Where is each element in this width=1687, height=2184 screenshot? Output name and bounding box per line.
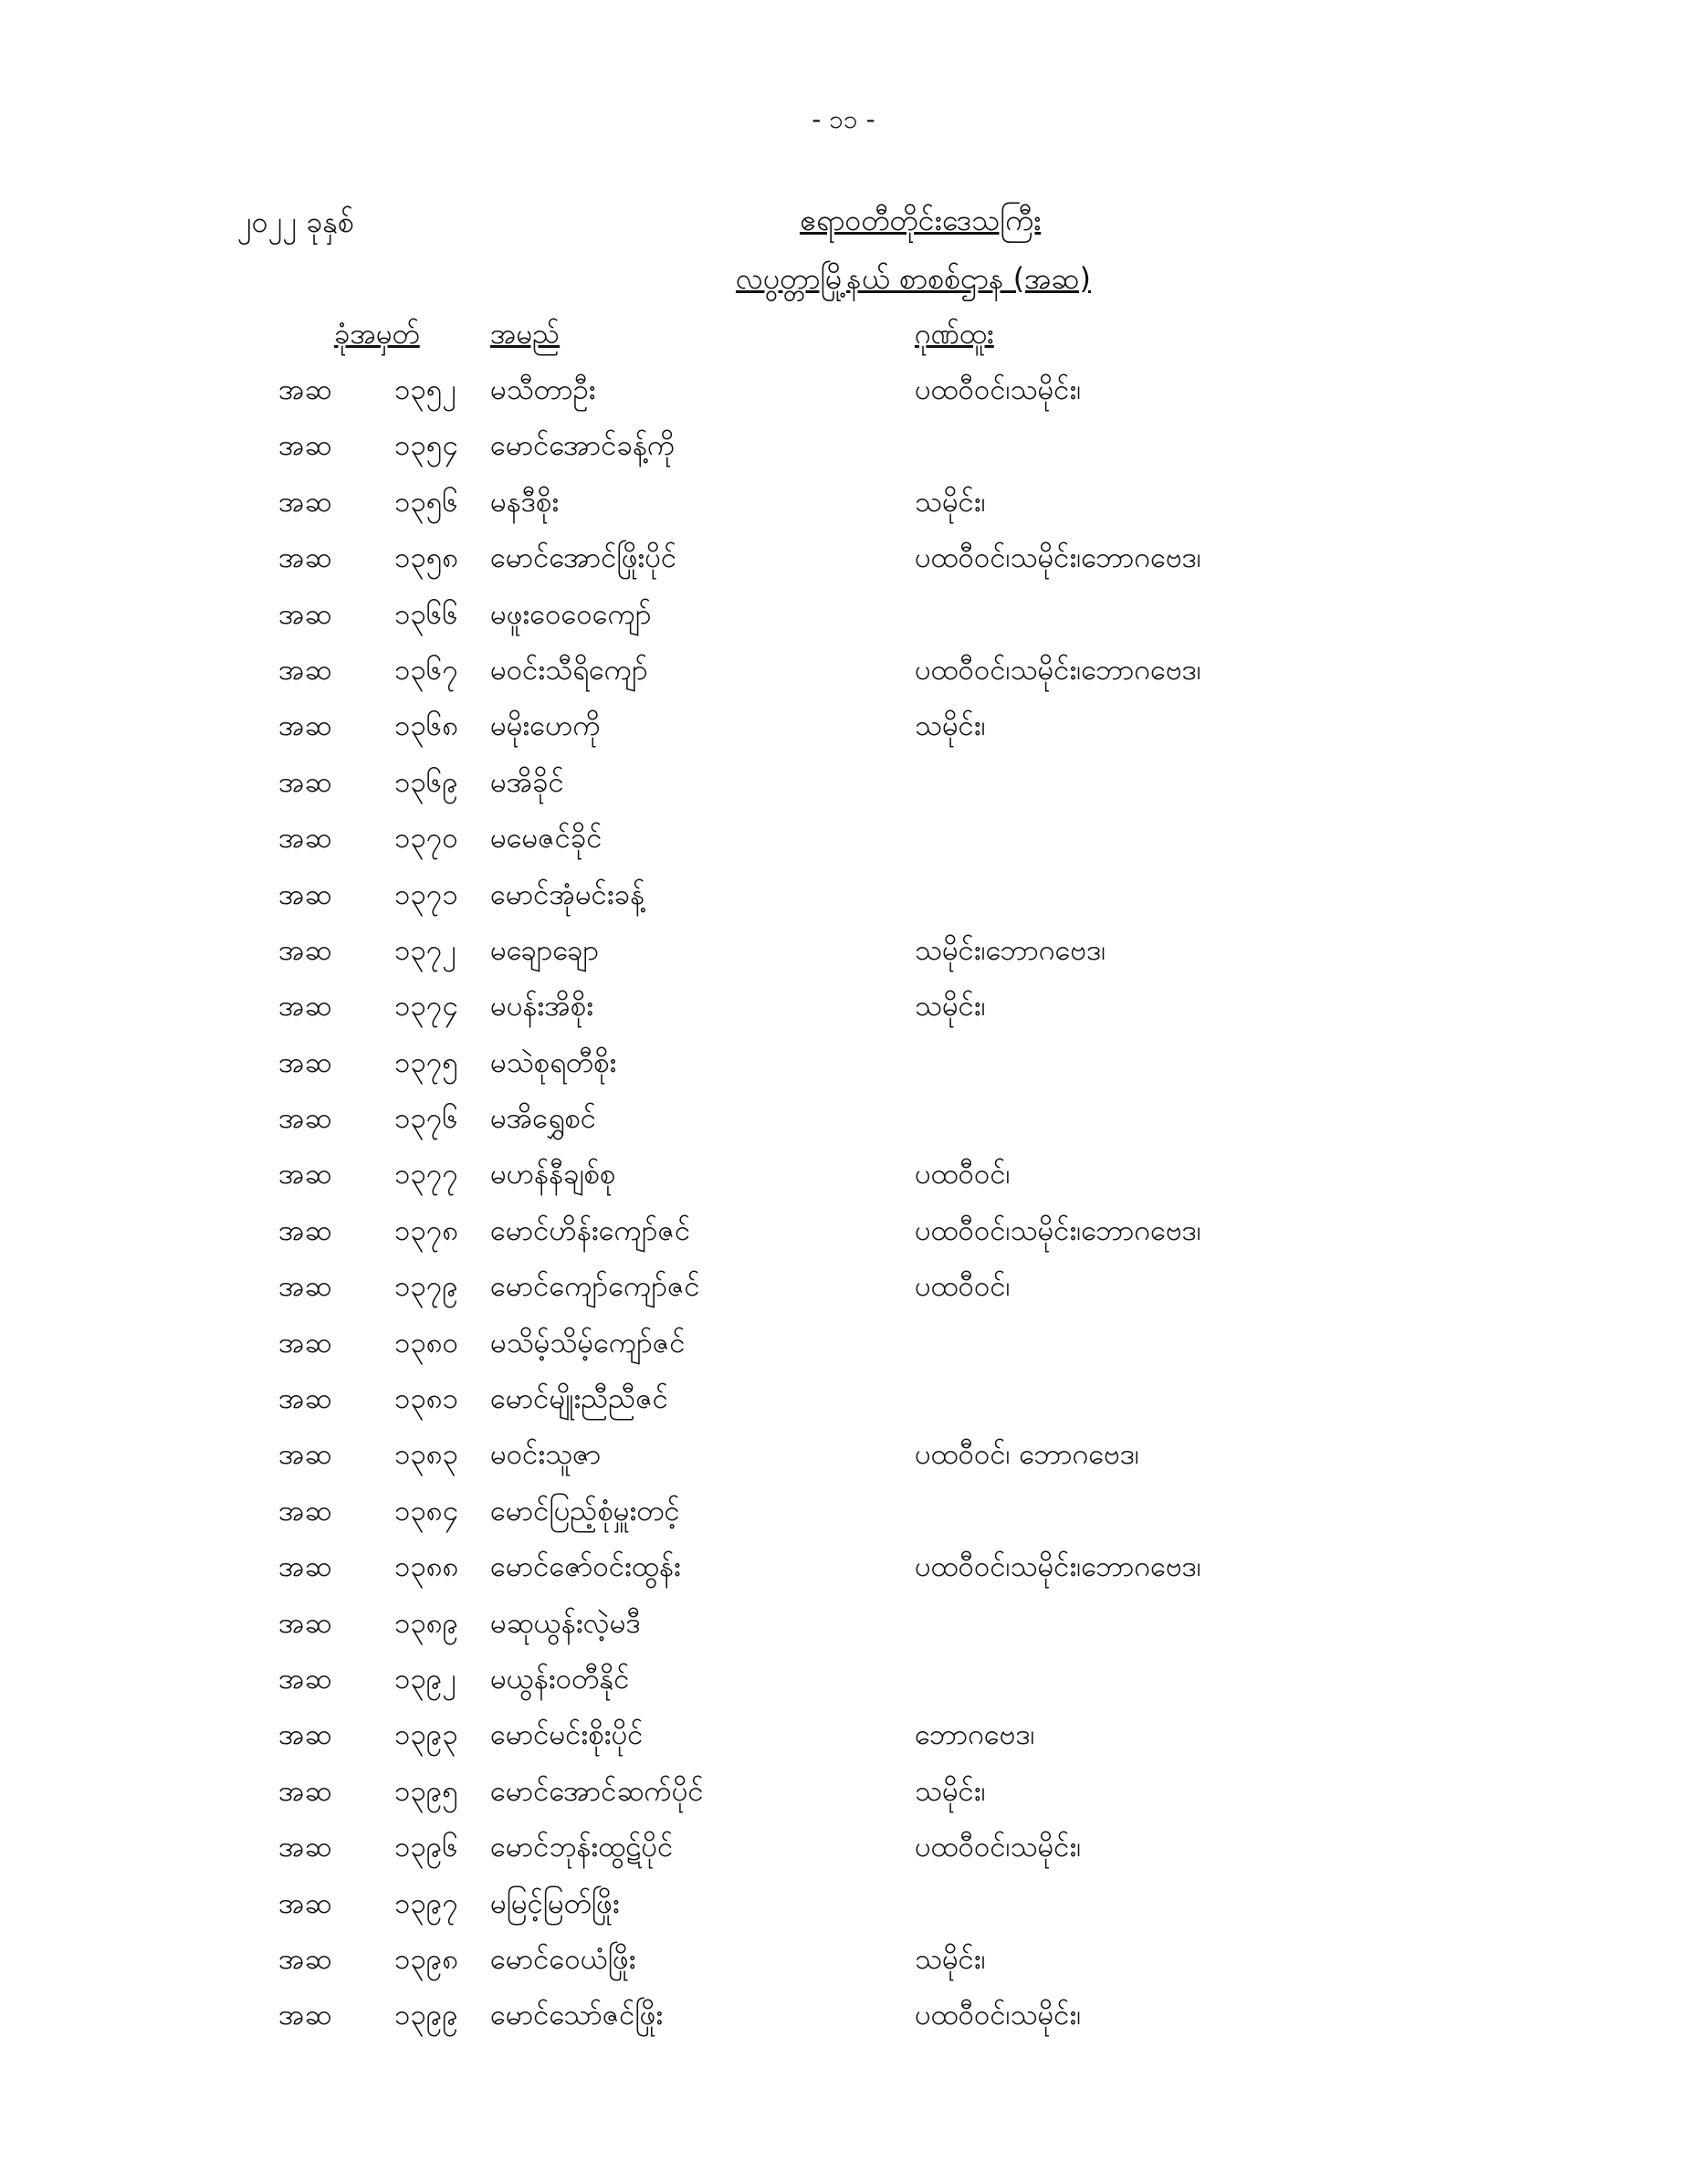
row-distinctions: သမိုင်း၊: [915, 1774, 986, 1808]
row-roll-number: ၁၃၈၄: [394, 1494, 459, 1528]
row-code: အဆ: [278, 1550, 332, 1584]
row-name: မောင်မျိုးညီညီဇင်: [490, 1382, 668, 1416]
table-row: [0, 1885, 1687, 1941]
row-code: အဆ: [278, 1382, 332, 1416]
row-code: အဆ: [278, 653, 332, 687]
row-roll-number: ၁၃၉၆: [394, 1831, 458, 1864]
row-roll-number: ၁၃၆၆: [394, 597, 458, 631]
row-roll-number: ၁၃၉၈: [394, 1942, 459, 1976]
row-name: မမြင့်မြတ်ဖြိုး: [490, 1886, 620, 1920]
row-roll-number: ၁၃၈၉: [394, 1606, 459, 1640]
row-distinctions: ပထဝီဝင်၊သမိုင်း၊ဘောဂဗေဒ၊: [915, 1550, 1201, 1584]
table-row: [0, 988, 1687, 1044]
row-name: မသဲစုရတီစိုး: [490, 1045, 617, 1079]
table-row: [0, 372, 1687, 427]
row-name: မဖူးဝေဝေကျော်: [490, 597, 652, 631]
row-code: အဆ: [278, 990, 332, 1024]
table-row: [0, 1045, 1687, 1100]
row-roll-number: ၁၃၈၃: [394, 1438, 459, 1472]
row-name: မပန်းအိစိုး: [490, 990, 594, 1024]
table-row: [0, 877, 1687, 932]
column-headers: [0, 316, 1687, 356]
table-row: [0, 708, 1687, 763]
row-name: မယွန်းဝတီနိုင်: [490, 1662, 630, 1696]
row-code: အဆ: [278, 709, 332, 743]
row-name: မနဒီစိုး: [490, 485, 560, 519]
row-name: မောင်ဘုန်းထွဋ်ပိုင်: [490, 1831, 674, 1864]
row-code: အဆ: [278, 1942, 332, 1976]
row-code: အဆ: [278, 541, 332, 575]
row-roll-number: ၁၃၇၇: [394, 1158, 458, 1192]
row-code: အဆ: [278, 1606, 332, 1640]
row-name: မောင်အောင်ဆက်ပိုင်: [490, 1774, 704, 1808]
row-distinctions: သမိုင်း၊: [915, 1942, 986, 1976]
table-row: [0, 932, 1687, 988]
table-row: [0, 1997, 1687, 2053]
table-row: [0, 652, 1687, 708]
row-name: မဝင်းသီရိကျော်: [490, 653, 648, 687]
row-roll-number: ၁၃၉၂: [394, 1662, 456, 1696]
row-distinctions: ပထဝီဝင်၊သမိုင်း၊: [915, 373, 1082, 406]
row-distinctions: ပထဝီဝင်၊: [915, 1270, 1011, 1304]
row-distinctions: ဘောဂဗေဒ၊: [915, 1718, 1035, 1752]
row-distinctions: ပထဝီဝင်၊သမိုင်း၊ဘောဂဗေဒ၊: [915, 541, 1201, 575]
row-roll-number: ၁၃၈၁: [394, 1382, 459, 1416]
row-code: အဆ: [278, 877, 332, 911]
row-name: မဝင်းသူဇာ: [490, 1438, 602, 1472]
header-name: အမည်: [490, 318, 561, 351]
exam-year: ၂၀၂၂ ခုနှစ်: [237, 205, 354, 239]
row-name: မောင်ကျော်ကျော်ဇင်: [490, 1270, 700, 1304]
table-row: [0, 764, 1687, 820]
row-name: မအိခိုင်: [490, 765, 564, 799]
table-row: [0, 1268, 1687, 1324]
table-row: [0, 1605, 1687, 1661]
row-name: မောင်ဟိန်းကျော်ဇင်: [490, 1213, 691, 1247]
row-name: မောင်သော်ဇင်ဖြိုး: [490, 1999, 664, 2032]
row-distinctions: ပထဝီဝင်၊သမိုင်း၊ဘောဂဗေဒ၊: [915, 1213, 1201, 1247]
row-distinctions: သမိုင်း၊: [915, 990, 986, 1024]
row-code: အဆ: [278, 1326, 332, 1360]
row-name: မသိမ့်သိမ့်ကျော်ဇင်: [490, 1326, 686, 1360]
row-roll-number: ၁၃၇၄: [394, 990, 458, 1024]
row-name: မောင်ဇော်ဝင်းထွန်း: [490, 1550, 681, 1584]
row-code: အဆ: [278, 485, 332, 519]
row-roll-number: ၁၃၇၈: [394, 1213, 459, 1247]
table-row: [0, 1436, 1687, 1492]
row-name: မောင်အောင်ခန့်ကို: [490, 429, 676, 463]
row-name: မောင်မင်းစိုးပိုင်: [490, 1718, 644, 1752]
table-row: [0, 540, 1687, 595]
row-roll-number: ၁၃၆၉: [394, 765, 458, 799]
region-title: ဧရာဝတီတိုင်းဒေသကြီး: [800, 203, 1042, 237]
table-row: [0, 1325, 1687, 1381]
table-row: [0, 1156, 1687, 1212]
row-name: မောင်ဝေယံဖြိုး: [490, 1942, 636, 1976]
table-row: [0, 596, 1687, 652]
table-row: [0, 427, 1687, 483]
row-roll-number: ၁၃၇၅: [394, 1045, 458, 1079]
row-roll-number: ၁၃၉၃: [394, 1718, 458, 1752]
table-row: [0, 820, 1687, 876]
row-code: အဆ: [278, 373, 332, 406]
row-roll-number: ၁၃၇၀: [394, 822, 458, 856]
row-roll-number: ၁၃၅၂: [394, 373, 456, 406]
row-roll-number: ၁၃၇၁: [394, 877, 458, 911]
table-row: [0, 1661, 1687, 1717]
row-distinctions: ပထဝီဝင်၊သမိုင်း၊: [915, 1999, 1082, 2032]
exam-centre-subtitle: လပွတ္တာမြို့နယ် စာစစ်ဌာန (အဆ): [736, 261, 1092, 296]
row-name: မဆုယွန်းလဲ့မဒီ: [490, 1606, 641, 1640]
table-row: [0, 1549, 1687, 1604]
row-roll-number: ၁၃၉၉: [394, 1999, 458, 2032]
row-name: မောင်ပြည့်စုံမှူးတင့်: [490, 1494, 680, 1528]
row-name: မောင်အုံမင်းခန့်: [490, 877, 645, 911]
row-name: မသီတာဦး: [490, 373, 596, 406]
row-roll-number: ၁၃၆၈: [394, 709, 459, 743]
row-roll-number: ၁၃၇၂: [394, 933, 456, 967]
header-roll-number: ခုံအမှတ်: [334, 318, 420, 351]
row-distinctions: သမိုင်း၊: [915, 485, 986, 519]
row-name: မအိရွှေစင်: [490, 1102, 597, 1136]
row-code: အဆ: [278, 822, 332, 856]
row-name: မောင်အောင်ဖြိုးပိုင်: [490, 541, 677, 575]
row-name: မဟန်နီချစ်စု: [490, 1158, 616, 1192]
row-distinctions: ပထဝီဝင်၊သမိုင်း၊: [915, 1831, 1082, 1864]
row-code: အဆ: [278, 1045, 332, 1079]
table-row: [0, 1493, 1687, 1549]
table-row: [0, 1717, 1687, 1772]
row-name: မချောချော: [490, 933, 600, 967]
row-code: အဆ: [278, 933, 332, 967]
row-code: အဆ: [278, 1494, 332, 1528]
row-code: အဆ: [278, 1831, 332, 1864]
table-row: [0, 1829, 1687, 1885]
row-roll-number: ၁၃၅၆: [394, 485, 458, 519]
row-distinctions: ပထဝီဝင်၊ ဘောဂဗေဒ၊: [915, 1438, 1139, 1472]
row-distinctions: သမိုင်း၊: [915, 709, 986, 743]
table-row: [0, 484, 1687, 540]
row-roll-number: ၁၃၈၈: [394, 1550, 459, 1584]
row-roll-number: ၁၃၇၉: [394, 1270, 458, 1304]
row-code: အဆ: [278, 1886, 332, 1920]
row-name: မမိုးဟေကို: [490, 709, 601, 743]
table-row: [0, 1213, 1687, 1268]
row-roll-number: ၁၃၅၄: [394, 429, 458, 463]
table-row: [0, 1381, 1687, 1436]
row-code: အဆ: [278, 1774, 332, 1808]
table-row: [0, 1773, 1687, 1829]
row-code: အဆ: [278, 1999, 332, 2032]
row-code: အဆ: [278, 429, 332, 463]
row-code: အဆ: [278, 765, 332, 799]
row-name: မမေဇင်ခိုင်: [490, 822, 602, 856]
row-roll-number: ၁၃၅၈: [394, 541, 459, 575]
row-code: အဆ: [278, 1438, 332, 1472]
table-row: [0, 1100, 1687, 1156]
page-number: - ၁၁ -: [812, 104, 875, 134]
row-roll-number: ၁၃၉၇: [394, 1886, 458, 1920]
row-roll-number: ၁၃၈၀: [394, 1326, 459, 1360]
row-code: အဆ: [278, 1102, 332, 1136]
header-distinctions: ဂုဏ်ထူး: [915, 318, 994, 351]
row-distinctions: ပထဝီဝင်၊သမိုင်း၊ဘောဂဗေဒ၊: [915, 653, 1201, 687]
row-roll-number: ၁၃၉၅: [394, 1774, 458, 1808]
row-code: အဆ: [278, 1158, 332, 1192]
table-row: [0, 1941, 1687, 1997]
row-code: အဆ: [278, 1662, 332, 1696]
row-code: အဆ: [278, 1270, 332, 1304]
row-code: အဆ: [278, 597, 332, 631]
row-roll-number: ၁၃၇၆: [394, 1102, 458, 1136]
row-distinctions: သမိုင်း၊ဘောဂဗေဒ၊: [915, 933, 1106, 967]
row-code: အဆ: [278, 1213, 332, 1247]
row-roll-number: ၁၃၆၇: [394, 653, 458, 687]
row-distinctions: ပထဝီဝင်၊: [915, 1158, 1011, 1192]
results-table: [0, 372, 1687, 2053]
row-code: အဆ: [278, 1718, 332, 1752]
